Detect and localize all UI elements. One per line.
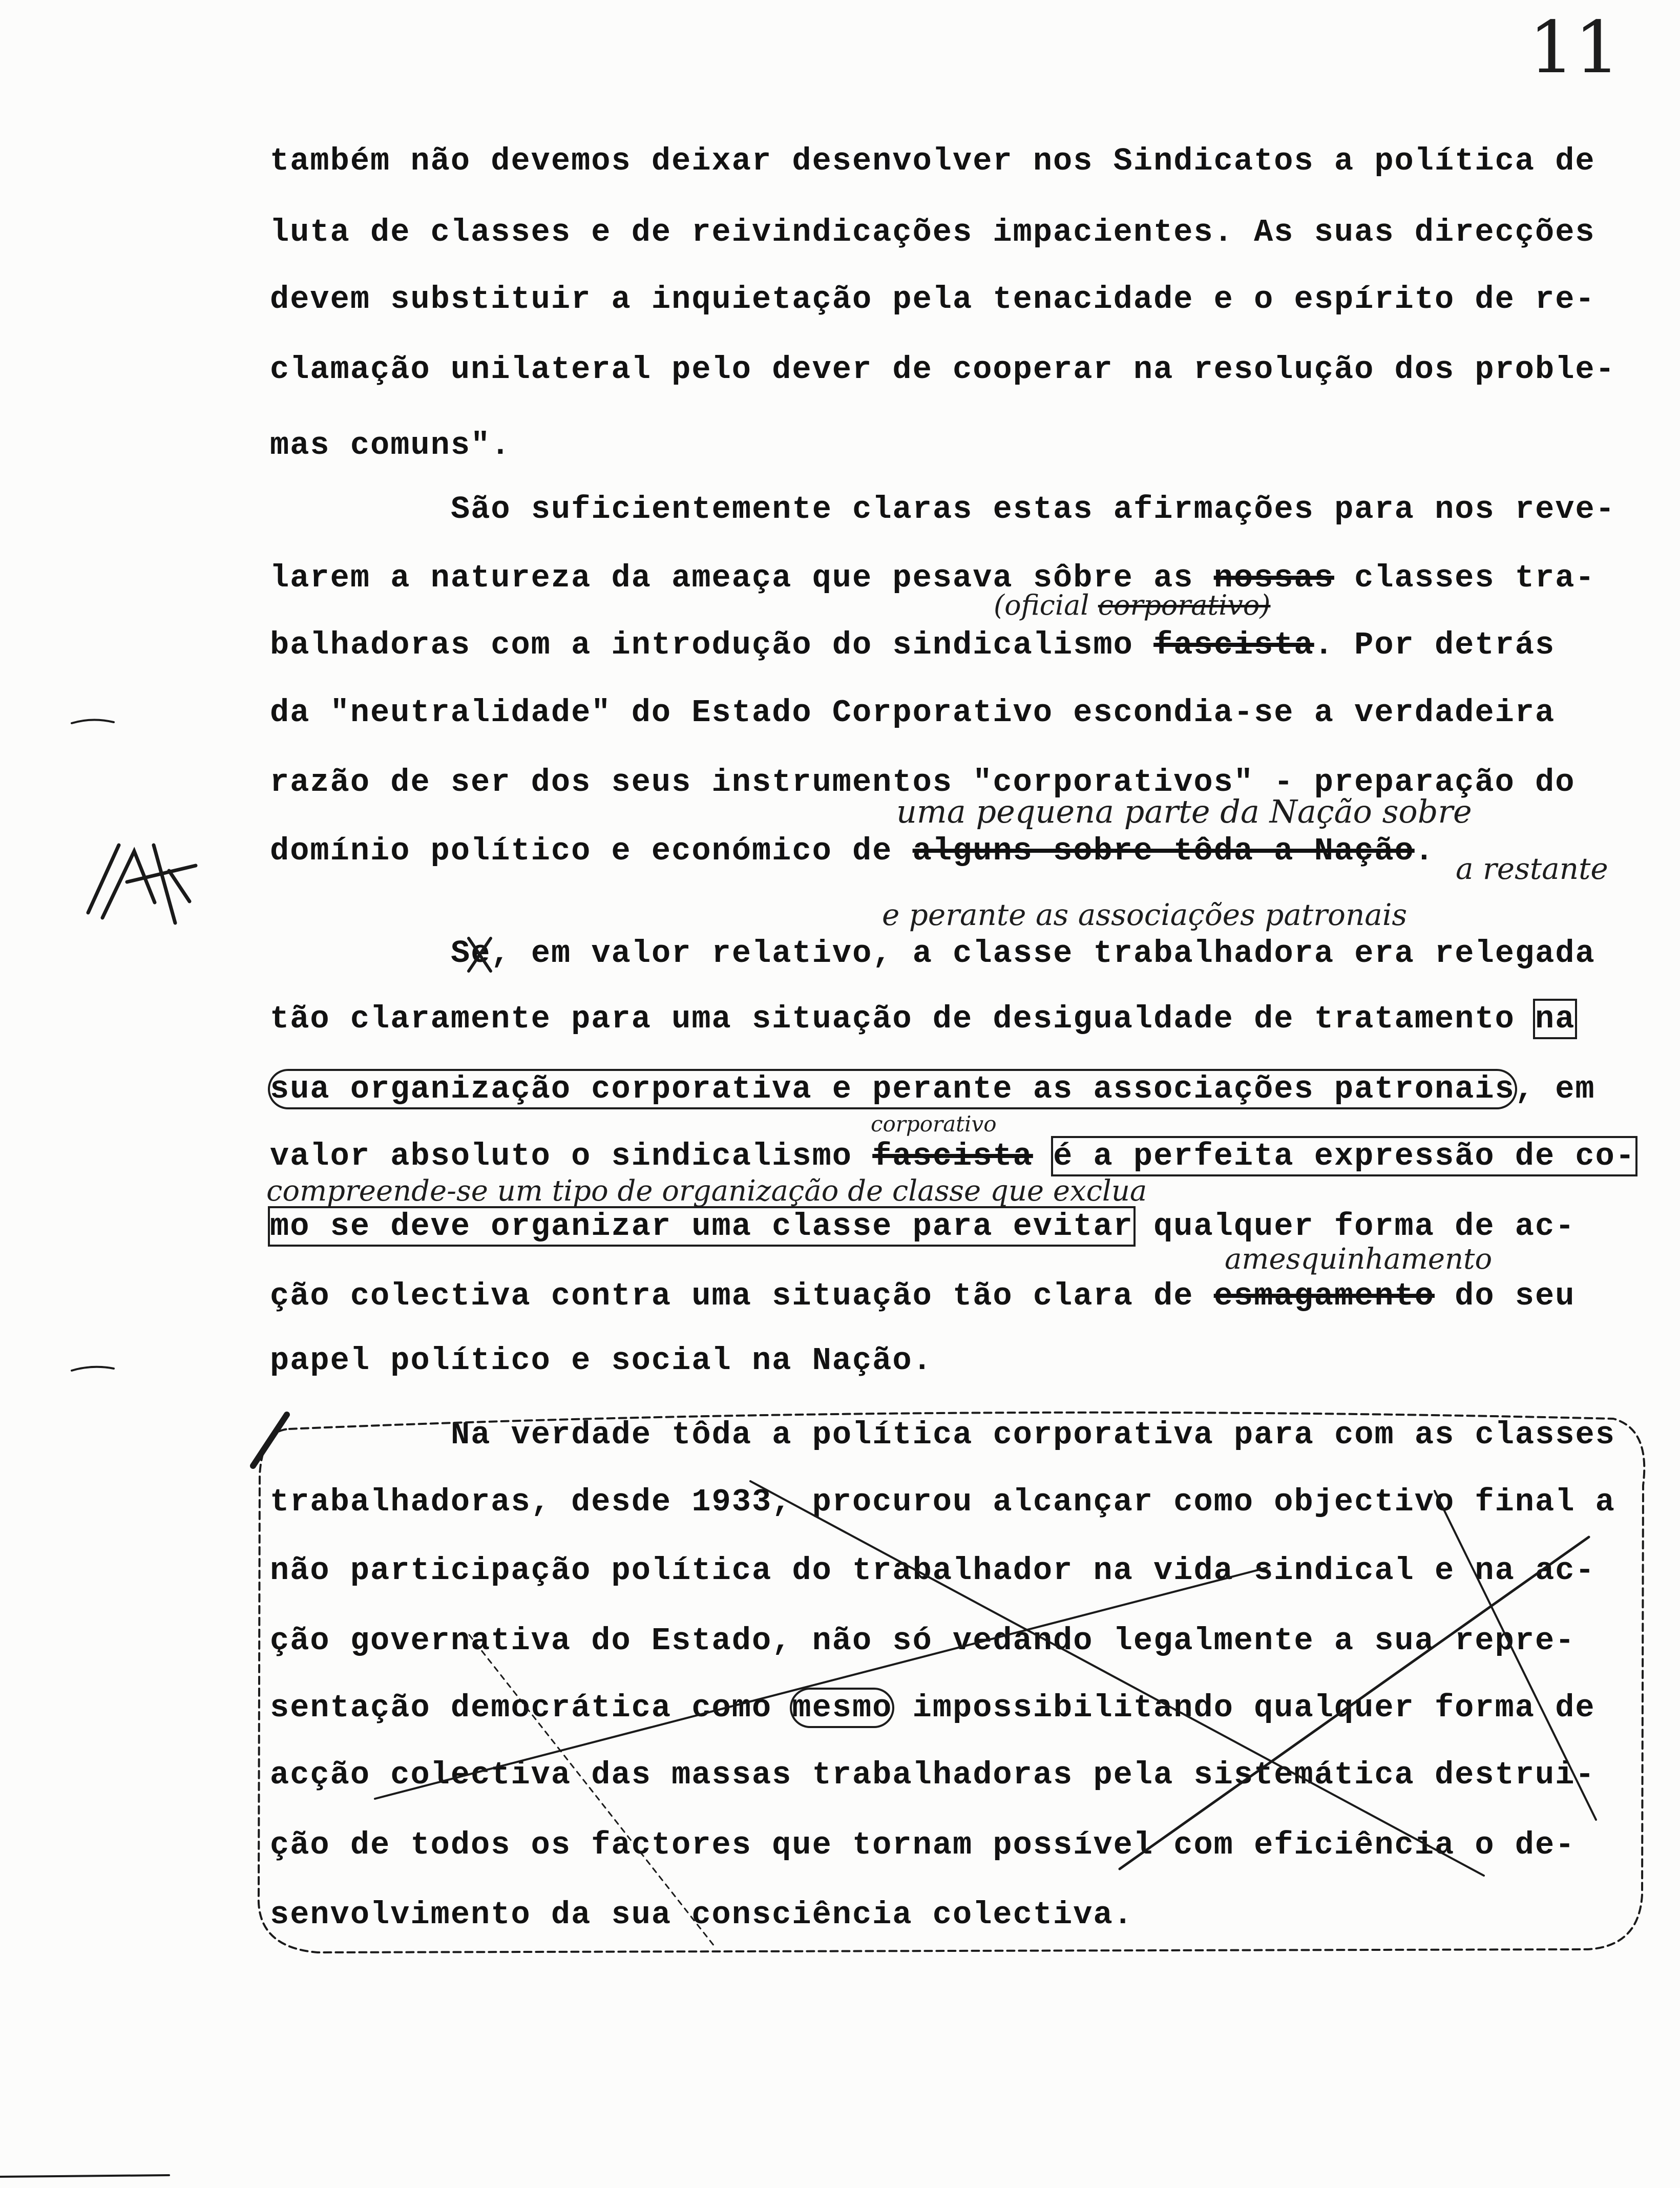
line-text: . Por detrás: [1314, 627, 1556, 663]
typed-line-4: clamação unilateral pelo dever de cooperar na resolução dos proble-: [270, 351, 1615, 388]
typed-line-12: Se, em valor relativo, a classe trabalhadora era relegada: [451, 935, 1595, 972]
boxed-word: na: [1535, 1001, 1576, 1037]
cross-mark: [469, 938, 491, 971]
line-text: do seu: [1434, 1278, 1576, 1314]
struck-word: fascista: [872, 1138, 1033, 1174]
handwritten-margin-note: a restante: [1456, 851, 1608, 886]
margin-tick-mark: [72, 720, 114, 723]
line-text: ção colectiva contra uma situação tão clara de: [270, 1278, 1214, 1314]
typed-line-26: senvolvimento da sua consciência colectiva.: [270, 1897, 1133, 1933]
line-text: sentação democrática como: [270, 1690, 792, 1726]
line-text: domínio político e económico de: [270, 833, 913, 869]
typed-line-10: razão de ser dos seus instrumentos "corporativos" - preparação do: [270, 764, 1576, 801]
typed-line-20: trabalhadoras, desde 1933, procurou alcançar como objectivo final a: [270, 1484, 1615, 1520]
boxed-phrase: é a perfeita expressão de co-: [1053, 1138, 1636, 1174]
typed-line-9: da "neutralidade" do Estado Corporativo escondia-se a verdadeira: [270, 695, 1556, 731]
typed-line-3: devem substituir a inquietação pela tenacidade e o espírito de re-: [270, 281, 1595, 318]
handwritten-struck-text: corporativo): [1098, 589, 1271, 621]
handwritten-text: (oficial: [994, 589, 1098, 621]
crossout-line: [1435, 1491, 1596, 1820]
typed-line-21: não participação política do trabalhador na vida sindical e na ac-: [270, 1552, 1595, 1589]
struck-word: esmagamento: [1213, 1278, 1435, 1314]
circled-word: mesmo: [792, 1690, 893, 1726]
margin-tick-mark: [72, 1367, 114, 1371]
line-text: tão claramente para uma situação de desigualdade de tratamento: [270, 1001, 1535, 1037]
crossout-line: [375, 1568, 1267, 1799]
struck-phrase: alguns sobre tôda a Nação: [912, 833, 1415, 869]
page-number: 11: [1529, 6, 1621, 90]
typed-line-25: ção de todos os factores que tornam possível com eficiência o de-: [270, 1827, 1576, 1863]
typed-line-18: papel político e social na Nação.: [270, 1342, 933, 1379]
corner-slash: [253, 1415, 287, 1466]
struck-word: nossas: [1213, 560, 1334, 596]
line-text: classes tra-: [1334, 560, 1595, 596]
typed-line-6: São suficientemente claras estas afirmações para nos reve-: [451, 491, 1615, 528]
line-text: valor absoluto o sindicalismo: [270, 1138, 873, 1174]
typed-line-22: ção governativa do Estado, não só vedando legalmente a sua repre-: [270, 1623, 1576, 1659]
line-text: impossibilitando qualquer forma de: [892, 1690, 1595, 1726]
line-text: qualquer forma de ac-: [1133, 1208, 1576, 1245]
handwritten-note: e perante as associações patronais: [882, 897, 1408, 932]
typed-line-5: mas comuns".: [270, 427, 511, 464]
typed-line-2: luta de classes e de reivindicações impacientes. As suas direcções: [270, 214, 1595, 250]
typed-line-19: Na verdade tôda a política corporativa para com as classes: [451, 1417, 1615, 1453]
boxed-phrase: mo se deve organizar uma classe para evitar: [270, 1208, 1133, 1245]
margin-scribble: [88, 845, 196, 923]
crossout-line: [750, 1481, 1484, 1876]
crossout-line: [469, 1635, 714, 1946]
line-text: larem a natureza da ameaça que pesava sôbre as: [270, 560, 1214, 596]
line-text: , em: [1515, 1071, 1595, 1107]
handwritten-note: uma pequena parte da Nação sobre: [896, 793, 1472, 830]
line-text: balhadoras com a introdução do sindicalismo: [270, 627, 1154, 663]
struck-word: fascista: [1153, 627, 1314, 663]
line-text: .: [1414, 833, 1435, 869]
handwritten-note: corporativo: [871, 1111, 997, 1137]
typed-line-24: acção colectiva das massas trabalhadoras pela sistemática destrui-: [270, 1757, 1595, 1793]
circled-phrase: sua organização corporativa e perante as associações patronais: [270, 1071, 1515, 1107]
typed-line-1: também não devemos deixar desenvolver nos Sindicatos a política de: [270, 143, 1595, 179]
handwritten-note: amesquinhamento: [1225, 1243, 1493, 1276]
bottom-edge-line: [0, 2175, 169, 2177]
handwritten-note: compreende-se um tipo de organização de classe que exclua: [266, 1174, 1147, 1208]
